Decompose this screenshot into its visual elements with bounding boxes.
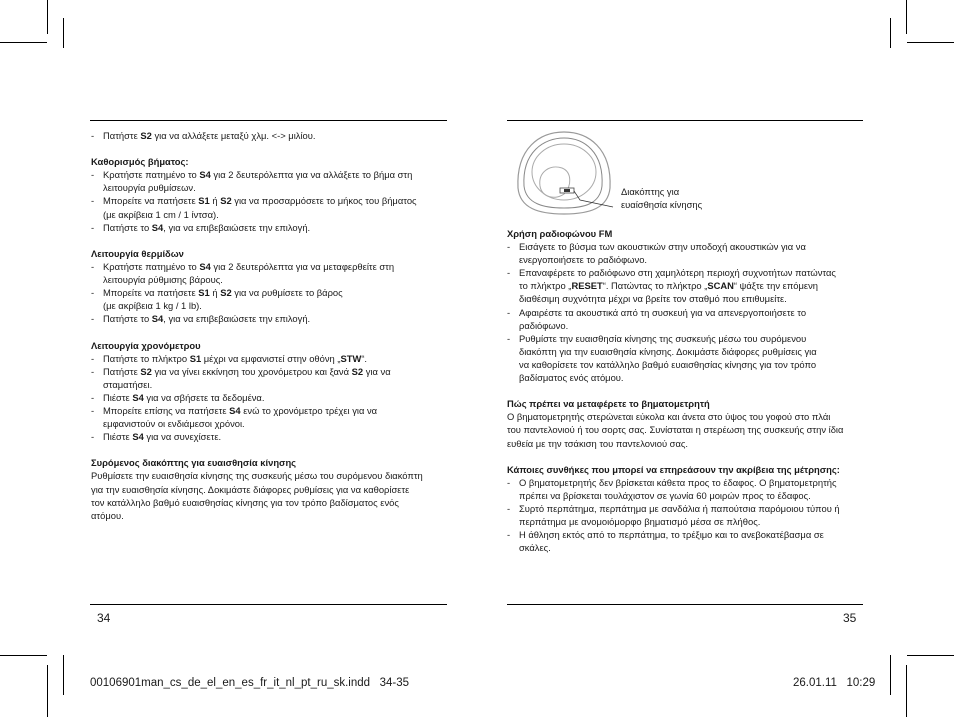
- section-heading-conditions: Κάποιες συνθήκες που μπορεί να επηρεάσουν την ακρίβεια της μέτρησης:: [507, 463, 840, 475]
- paragraph-line: Ο βηματομετρητής στερώνεται εύκολα και άνετα στο ύψος του γοφού στο πλάι: [507, 411, 831, 423]
- crop-mark: [890, 18, 891, 48]
- section-heading-carry: Πώς πρέπει να μεταφέρετε το βηματομετρητή: [507, 398, 710, 410]
- page-number-right: 35: [843, 611, 857, 625]
- left-bottom-rule: [90, 604, 447, 605]
- list-item: - Εισάγετε το βύσμα των ακουστικών στην υποδοχή ακουστικών για να ενεργοποιήσετε το ραδιόφωνο.: [507, 241, 806, 266]
- crop-mark: [63, 18, 64, 48]
- paragraph-line: ατόμου.: [91, 509, 124, 521]
- paragraph-line: ευθεία με την τσάκιση του παντελονιού σας.: [507, 437, 688, 449]
- list-item: - Πατήστε S2 για να γίνει εκκίνηση του χρονόμετρου και ξανά S2 για να σταματήσει.: [91, 365, 391, 390]
- crop-mark: [906, 665, 907, 717]
- list-item: - Μπορείτε να πατήσετε S1 ή S2 για να ρυθμίσετε το βάρος (με ακρίβεια 1 kg / 1 lb).: [91, 287, 343, 312]
- list-item: - Ο βηματομετρητής δεν βρίσκεται κάθετα προς το έδαφος. Ο βηματομετρητής πρέπει να βρίσκεται τουλάχιστον σε γωνία 60 μοιρών προς το έδαφος.: [507, 476, 837, 501]
- footer-datetime: 26.01.11 10:29: [793, 677, 876, 689]
- crop-mark: [907, 655, 954, 656]
- section-heading-fm: Χρήση ραδιοφώνου FM: [507, 228, 613, 239]
- list-item: - Ρυθμίστε την ευαισθησία κίνησης της συσκευής μέσω του συρόμενου διακόπτη για την ευαισθησία κίνησης. Δοκιμάστε διάφορες ρυθμίσεις για να καθορίσετε τον κατάλληλο βαθμό ευαισθησίας κίνησης για τον τρόπο βαδίσματος ενός ατόμου.: [507, 332, 817, 384]
- list-item: - Αφαιρέστε τα ακουστικά από τη συσκευή για να απενεργοποιήσετε το ραδιόφωνο.: [507, 306, 807, 331]
- crop-mark: [907, 42, 954, 43]
- list-item: - Κρατήστε πατημένο το S4 για 2 δευτερόλεπτα για να μεταφερθείτε στη λειτουργία ρύθμισης βάρους.: [91, 260, 395, 286]
- list-item: - Πιέστε S4 για να συνεχίσετε.: [91, 431, 222, 443]
- list-item: - Η άθληση εκτός από το περπάτημα, το τρέξιμο και το ανεβοκατέβασμα σε σκάλες.: [507, 529, 824, 554]
- crop-mark: [47, 665, 48, 717]
- list-item: - Πατήστε το πλήκτρο S1 μέχρι να εμφανιστεί στην οθόνη „STW“.: [91, 352, 368, 364]
- paragraph-line: τον κατάλληλο βαθμό ευαισθησίας κίνησης για τον τρόπο βαδίσματος ενός: [91, 496, 399, 508]
- footer-filename: 00106901man_cs_de_el_en_es_fr_it_nl_pt_ru_sk.indd 34-35: [90, 677, 410, 689]
- list-item: - Πιέστε S4 για να σβήσετε τα δεδομένα.: [91, 391, 265, 403]
- crop-mark: [63, 655, 64, 695]
- list-item: - Πατήστε S2 για να αλλάξετε μεταξύ χλμ. <-> μιλίου.: [91, 130, 316, 141]
- crop-mark: [0, 655, 47, 656]
- crop-mark: [47, 0, 48, 34]
- left-column: [91, 129, 451, 522]
- crop-mark: [906, 0, 907, 34]
- paragraph-line: Ρυθμίσετε την ευαισθησία κίνησης της συσκευής μέσω του συρόμενου διακόπτη: [91, 470, 423, 482]
- list-item: - Συρτό περπάτημα, περπάτημα με σανδάλια ή παπούτσια παρόμοιου τύπου ή περπάτημα με ανομοιόμορφο βηματισμό μέσα σε πλήθος.: [507, 502, 840, 528]
- section-heading-slider: Συρόμενος διακόπτης για ευαισθησία κίνησης: [91, 457, 297, 469]
- paragraph-line: του παντελονιού ή του σορτς σας. Συνίσταται η στερέωση της συσκευής στην ίδια: [507, 424, 844, 436]
- left-top-rule: [90, 120, 447, 121]
- list-item: - Μπορείτε να πατήσετε S1 ή S2 για να προσαρμόσετε το μήκος του βήματος (με ακρίβεια 1 cm / 1 ίντσα).: [91, 195, 417, 220]
- paragraph-line: για την ευαισθησία κίνησης. Δοκιμάστε διάφορες ρυθμίσεις για να καθορίσετε: [91, 483, 410, 495]
- right-bottom-rule: [507, 604, 863, 605]
- right-column: [507, 227, 872, 554]
- list-item: - Πατήστε το S4, για να επιβεβαιώσετε την επιλογή.: [91, 221, 311, 233]
- list-item: - Επαναφέρετε το ραδιόφωνο στη χαμηλότερη περιοχή συχνοτήτων πατώντας το πλήκτρο „RESET“. Πατώντας το πλήκτρο „SCAN“ ψάξτε την επόμενη διαθέσιμη συχνότητα μέχρι να βρείτε τον σταθμό που επιθυμείτε.: [507, 267, 836, 305]
- section-heading-calories: Λειτουργία θερμίδων: [91, 247, 184, 259]
- section-heading-timer: Λειτουργία χρονόμετρου: [91, 339, 201, 351]
- list-item: - Μπορείτε επίσης να πατήσετε S4 ενώ το χρονόμετρο τρέχει για να εμφανιστούν οι ενδιάμεσοι χρόνοι.: [91, 404, 378, 430]
- page-number-left: 34: [97, 611, 111, 625]
- right-top-rule: [507, 120, 863, 121]
- crop-mark: [890, 655, 891, 695]
- section-heading-step: Καθορισμός βήματος:: [91, 156, 189, 168]
- crop-mark: [0, 42, 47, 43]
- list-item: - Πατήστε το S4, για να επιβεβαιώσετε την επιλογή.: [91, 313, 311, 325]
- list-item: - Κρατήστε πατημένο το S4 για 2 δευτερόλεπτα για να αλλάξετε το βήμα στη λειτουργία ρυθμίσεων.: [91, 169, 413, 194]
- illustration-caption: Διακόπτης για ευαίσθησία κίνησης: [621, 186, 703, 210]
